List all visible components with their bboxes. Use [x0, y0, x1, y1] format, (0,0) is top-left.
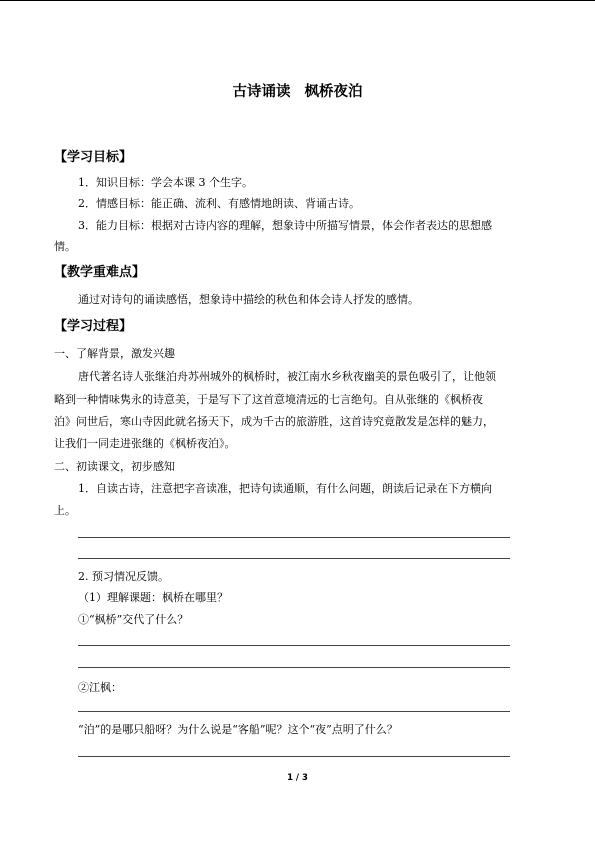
page-title: [54, 80, 541, 101]
part2-sub1: （1）理解课题：枫桥在哪里？: [78, 591, 228, 604]
section-heading-keypoints: 【教学重难点】: [54, 265, 146, 280]
page-number: 1 / 3: [287, 773, 308, 783]
answer-line: [78, 537, 510, 538]
goal-1: 1．知识目标：学会本课 3 个生字。: [78, 176, 253, 189]
part2-item2: 2. 预习情况反馈。: [78, 570, 169, 583]
answer-line: [78, 756, 510, 757]
title-part-1: 古诗诵读: [232, 84, 291, 100]
title-part-2: 枫桥夜泊: [304, 84, 363, 100]
goal-3-continued: 情。: [54, 240, 76, 253]
goal-3: 3．能力目标：根据对古诗内容的理解，想象诗中所描写情景，体会作者表达的思想感: [78, 219, 492, 232]
answer-line: [78, 711, 510, 712]
question-fengqiao: ①“枫桥”交代了什么？: [78, 613, 189, 626]
part1-heading: 一、了解背景，激发兴趣: [54, 347, 175, 360]
section-heading-process: 【学习过程】: [54, 319, 133, 334]
answer-line: [78, 558, 510, 559]
top-border: [0, 0, 595, 1]
part1-line-1: 唐代著名诗人张继泊舟苏州城外的枫桥时，被江南水乡秋夜幽美的景色吸引了，让他领: [78, 370, 496, 383]
question-jiangfeng: ②江枫：: [78, 681, 122, 694]
question-bo: “泊”的是哪只船呀？为什么说是“客船”呢？这个“夜”点明了什么？: [78, 723, 398, 736]
section-heading-goals: 【学习目标】: [54, 150, 133, 165]
part1-line-3: 泊》问世后，寒山寺因此就名扬天下，成为千古的旅游胜，这首诗究竟散发是怎样的魅力，: [54, 415, 494, 428]
part2-item1-line2: 上。: [54, 504, 76, 517]
part2-heading: 二、初读课文，初步感知: [54, 460, 175, 473]
answer-line: [78, 667, 510, 668]
part1-line-4: 让我们一同走进张继的《枫桥夜泊》。: [54, 437, 236, 450]
part1-line-2: 略到一种情味隽永的诗意美，于是写下了这首意境清远的七言绝句。自从张继的《枫桥夜: [54, 393, 483, 406]
part2-item1-line1: 1．自读古诗，注意把字音读准，把诗句读通顺，有什么问题，朗读后记录在下方横向: [78, 482, 492, 495]
goal-2: 2．情感目标：能正确、流利、有感情地朗读、背诵古诗。: [78, 197, 360, 210]
answer-line: [78, 645, 510, 646]
keypoints-text: 通过对诗句的诵读感悟，想象诗中描绘的秋色和体会诗人抒发的感情。: [78, 293, 419, 306]
